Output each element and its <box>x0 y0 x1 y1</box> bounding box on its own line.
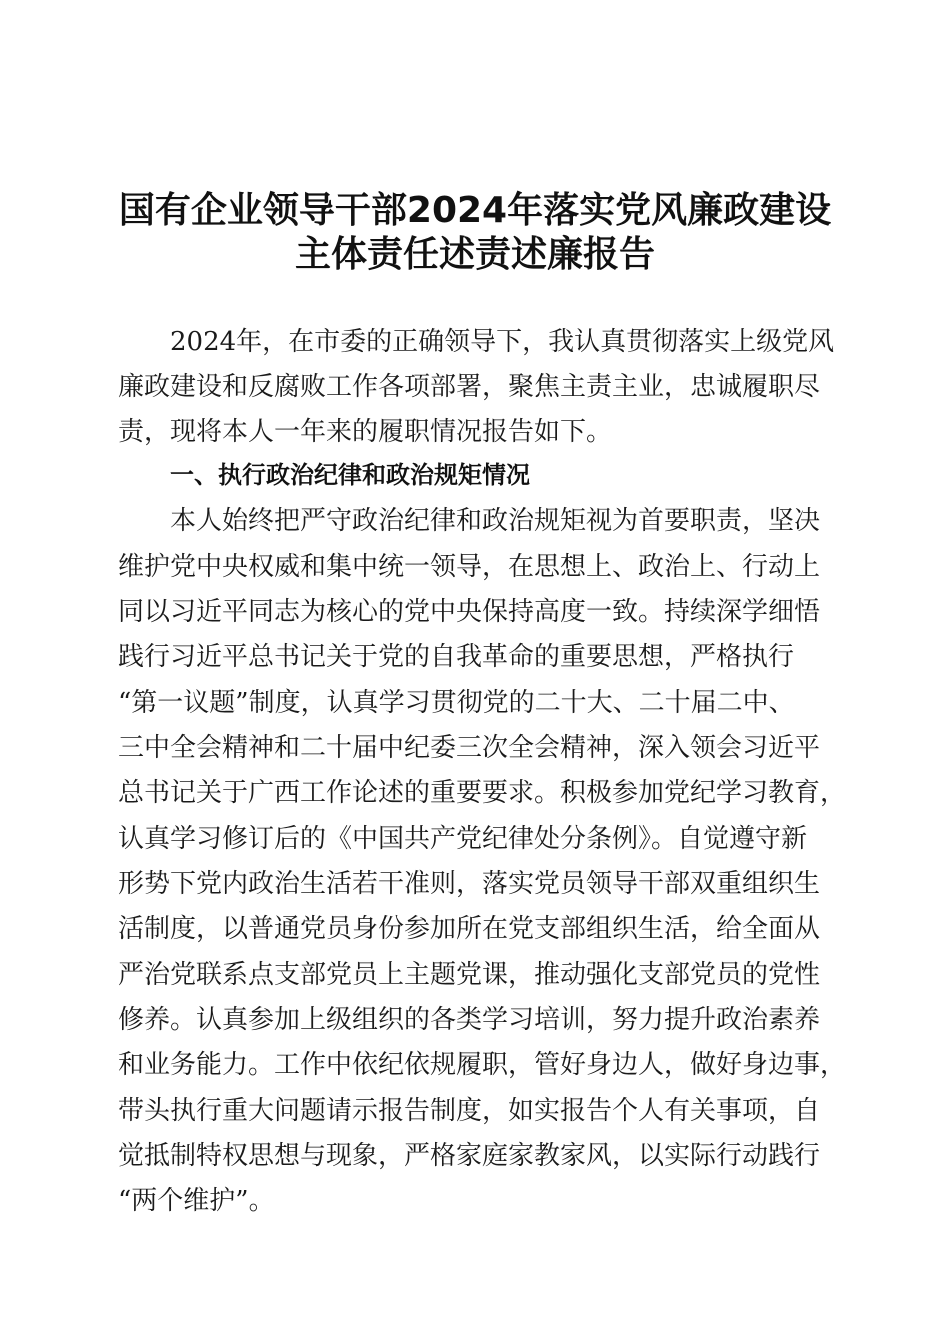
section-paragraph-line: 维护党中央权威和集中统一领导，在思想上、政治上、行动上 <box>118 552 821 582</box>
section-paragraph-line: 三中全会精神和二十届中纪委三次全会精神，深入领会习近平 <box>118 733 821 763</box>
section-paragraph-line: 觉抵制特权思想与现象，严格家庭家教家风，以实际行动践行 <box>118 1141 821 1171</box>
section-paragraph-line: 践行习近平总书记关于党的自我革命的重要思想，严格执行 <box>118 642 795 672</box>
section-paragraph-line: 本人始终把严守政治纪律和政治规矩视为首要职责，坚决 <box>170 506 821 536</box>
section-paragraph-line: 和业务能力。工作中依纪依规履职，管好身边人，做好身边事， <box>118 1050 847 1080</box>
section-paragraph-line: 严治党联系点支部党员上主题党课，推动强化支部党员的党性 <box>118 960 821 990</box>
section-heading: 一、执行政治纪律和政治规矩情况 <box>170 461 530 489</box>
section-paragraph-line: 总书记关于广西工作论述的重要要求。积极参加党纪学习教育， <box>118 778 847 808</box>
section-paragraph-line: 同以习近平同志为核心的党中央保持高度一致。持续深学细悟 <box>118 597 821 627</box>
document-title-line-1: 国有企业领导干部2024年落实党风廉政建设 <box>118 190 832 231</box>
section-paragraph-line: 形势下党内政治生活若干准则，落实党员领导干部双重组织生 <box>118 869 821 899</box>
section-paragraph-line: “两个维护”。 <box>118 1186 275 1216</box>
intro-paragraph-line: 廉政建设和反腐败工作各项部署，聚焦主责主业，忠诚履职尽 <box>118 372 821 402</box>
intro-paragraph-line: 责，现将本人一年来的履职情况报告如下。 <box>118 417 613 447</box>
section-paragraph-line: 修养。认真参加上级组织的各类学习培训，努力提升政治素养 <box>118 1005 821 1035</box>
document-title-line-2: 主体责任述责述廉报告 <box>294 234 655 275</box>
section-paragraph-line: 认真学习修订后的《中国共产党纪律处分条例》。自觉遵守新 <box>118 824 808 854</box>
section-paragraph-line: 带头执行重大问题请示报告制度，如实报告个人有关事项，自 <box>118 1096 821 1126</box>
intro-paragraph-line: 2024年，在市委的正确领导下，我认真贯彻落实上级党风 <box>170 327 835 357</box>
section-paragraph-line: 活制度，以普通党员身份参加所在党支部组织生活，给全面从 <box>118 914 821 944</box>
section-paragraph-line: “第一议题”制度，认真学习贯彻党的二十大、二十届二中、 <box>118 688 795 718</box>
